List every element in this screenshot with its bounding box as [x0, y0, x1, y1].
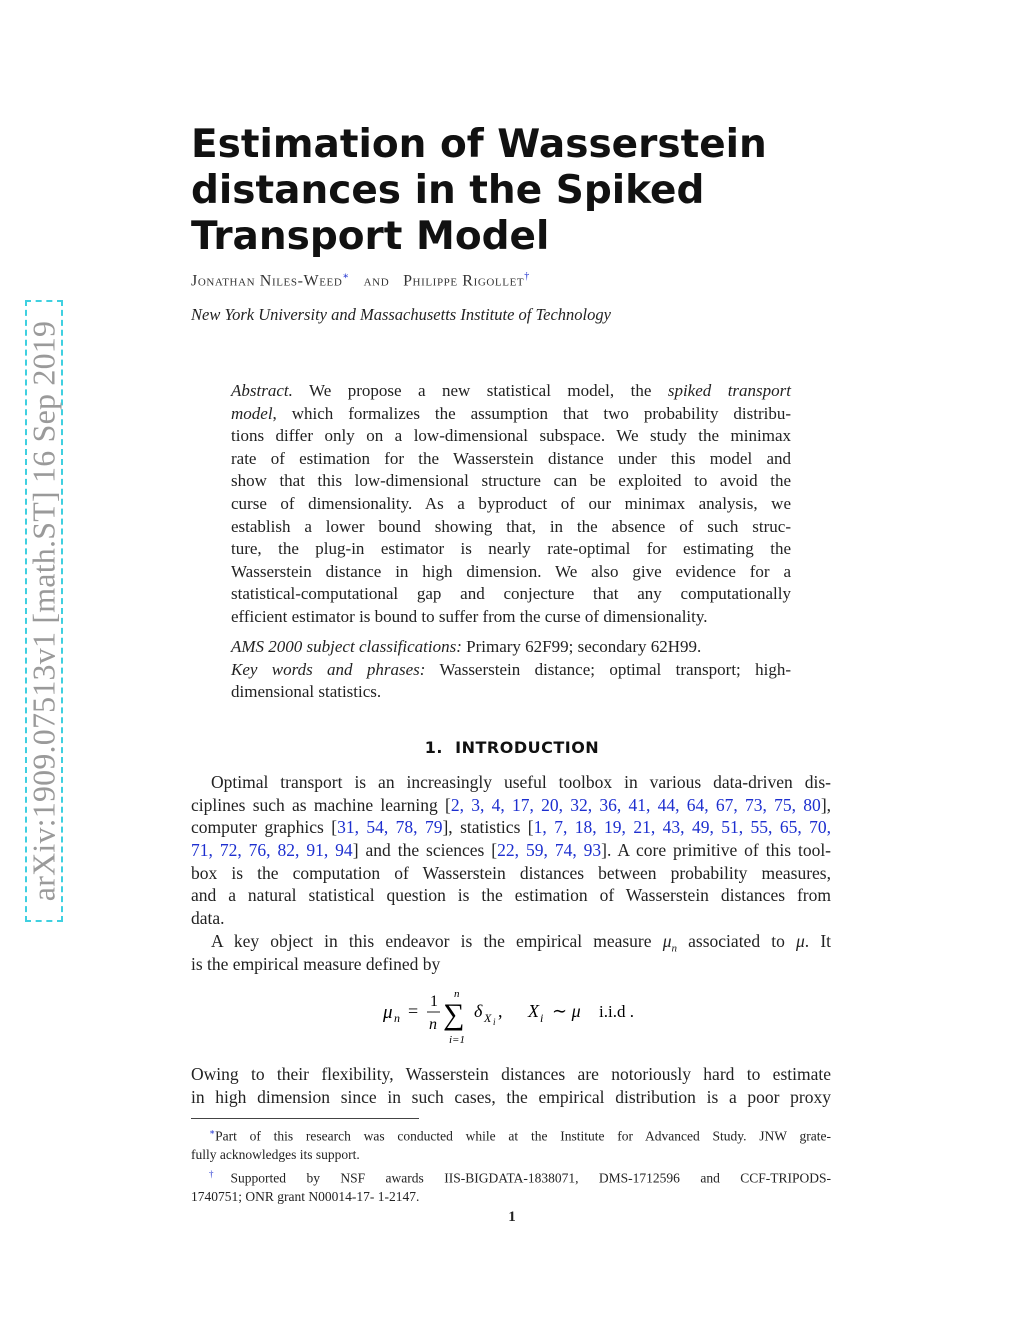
abstract-line: show that this low-dimensional structure can be exploited to avoid the	[231, 471, 791, 491]
keywords-value: Wasserstein distance; optimal transport; high-	[439, 659, 791, 679]
footnote-mark-2[interactable]: †	[524, 271, 530, 282]
body-text: ] and the sciences [	[352, 840, 498, 861]
arxiv-stamp-text: arXiv:1909.07513v1 [math.ST] 16 Sep 2019	[25, 320, 62, 902]
body-text: ]. A core primitive of this tool-	[601, 840, 832, 861]
ams-value: Primary 62F99; secondary 62H99.	[466, 637, 702, 656]
eq-rhs-var: X	[528, 1001, 539, 1021]
footnote-1-continued: fully acknowledges its support.	[191, 1147, 360, 1162]
eq-lhs: μ	[383, 1002, 393, 1023]
body-text: ciplines such as machine learning [	[191, 794, 451, 815]
abstract-line	[231, 403, 791, 426]
footnote-2	[191, 1165, 831, 1188]
abstract-line: curse of dimensionality. As a byproduct of our minimax analysis, we	[231, 493, 791, 513]
body-line: data.	[191, 908, 225, 929]
keywords-label: Key words and phrases:	[231, 659, 426, 679]
body-line	[191, 930, 831, 953]
footnotes	[191, 1123, 831, 1206]
author-conjunction: and	[363, 272, 390, 290]
eq-delta-subsub: i	[493, 1017, 496, 1027]
footnote-2-continued: 1740751; ONR grant N00014-17- 1-2147.	[191, 1188, 420, 1204]
page-number: 1	[508, 1209, 516, 1225]
classification-block	[231, 636, 791, 704]
abstract-line: establish a lower bound showing that, in the absence of such struc-	[231, 516, 791, 536]
author-1: Jonathan Niles-Weed	[191, 272, 343, 290]
eq-rhs-rel: ∼ μ	[552, 1001, 581, 1021]
abstract-line: rate of estimation for the Wasserstein distance under this model and	[231, 448, 791, 468]
body-line: in high dimension since in such cases, the empirical distribution is a poor proxy	[191, 1086, 831, 1107]
body-text: associated to	[688, 930, 785, 951]
paper-title	[191, 122, 767, 260]
body-line	[191, 816, 831, 839]
citation-links[interactable]: 2, 3, 4, 17, 20, 32, 36, 41, 44, 64, 67, 73, 75, 80	[450, 794, 821, 815]
eq-sum-bottom: i=1	[449, 1034, 465, 1045]
section-title: INTRODUCTION	[455, 738, 600, 757]
footnote-mark-1[interactable]: ∗	[342, 271, 350, 282]
body-line	[191, 794, 831, 817]
abstract-line: Wasserstein distance in high dimension. We also give evidence for a	[231, 561, 791, 581]
keywords-continued: dimensional statistics.	[231, 682, 382, 702]
body-text: ], statistics [	[442, 817, 534, 838]
ams-label: AMS 2000 subject classifications:	[231, 637, 462, 656]
body-line: box is the computation of Wasserstein distances between probability measures,	[191, 862, 831, 883]
abstract-line	[231, 380, 791, 403]
arxiv-stamp	[25, 300, 63, 922]
abstract	[231, 380, 791, 629]
abstract-line: ture, the plug-in estimator is nearly rate-optimal for estimating the	[231, 539, 791, 559]
ams-classification	[231, 636, 791, 659]
title-line-3: Transport Model	[191, 214, 550, 259]
author-2: Philippe Rigollet	[403, 272, 525, 290]
eq-comma: ,	[498, 1001, 503, 1021]
eq-frac-num: 1	[430, 993, 438, 1010]
inline-math-mu-n: $\mu_n$	[662, 930, 677, 955]
eq-frac-den: n	[429, 1016, 437, 1033]
equation-svg	[0, 985, 1024, 1045]
body-line	[191, 839, 831, 862]
footnote-text: Part of this research was conducted while at the Institute for Advanced Study. JNW grate-	[215, 1128, 831, 1144]
abstract-term: model	[231, 403, 273, 423]
abstract-line: tions differ only on a low-dimensional subspace. We study the minimax	[231, 426, 791, 446]
abstract-line: efficient estimator is bound to suffer from the curse of dimensionality.	[231, 606, 708, 626]
abstract-label: Abstract.	[231, 381, 293, 400]
body-line: Owing to their flexibility, Wasserstein distances are notoriously hard to estimate	[191, 1064, 831, 1084]
eq-delta-sub: X	[484, 1011, 492, 1025]
affiliation: New York University and Massachusetts Institute of Technology	[191, 305, 611, 324]
citation-links[interactable]: 71, 72, 76, 82, 91, 94	[191, 840, 353, 861]
section-heading	[0, 738, 1024, 757]
eq-sum-sign: ∑	[443, 998, 465, 1031]
intro-body-continued	[191, 1063, 831, 1108]
citation-links[interactable]: 31, 54, 78, 79	[337, 817, 443, 838]
keywords	[231, 659, 791, 682]
section-number: 1.	[424, 738, 443, 757]
abstract-line: statistical-computational gap and conjecture that any computationally	[231, 584, 791, 604]
inline-math-mu: μ	[796, 930, 805, 951]
title-line-2: distances in the Spiked	[191, 168, 705, 213]
eq-equals: =	[408, 1001, 419, 1021]
abstract-text: We propose a new statistical model, the	[309, 381, 652, 400]
abstract-text: , which formalizes the assumption that two probability distribu-	[272, 403, 791, 423]
body-line: Optimal transport is an increasingly useful toolbox in various data-driven dis-	[211, 772, 831, 792]
title-line-1: Estimation of Wasserstein	[191, 122, 767, 167]
footnote-text: Supported by NSF awards IIS-BIGDATA-1838071, DMS-1712596 and CCF-TRIPODS-	[230, 1170, 832, 1185]
intro-body	[191, 771, 831, 975]
eq-lhs-sub: n	[394, 1011, 400, 1025]
footnote-1-mark: ∗	[209, 1127, 216, 1137]
citation-links[interactable]: 22, 59, 74, 93	[497, 840, 602, 861]
eq-iid: i.i.d .	[599, 1002, 634, 1021]
footnote-rule	[191, 1118, 419, 1119]
body-text: computer graphics [	[191, 817, 338, 838]
display-equation	[0, 985, 1024, 1045]
body-text: A key object in this endeavor is the empirical measure	[211, 930, 652, 951]
eq-rhs-sub: i	[540, 1011, 544, 1025]
footnote-2-mark: †	[209, 1168, 231, 1179]
eq-sum-top: n	[454, 988, 460, 1000]
body-text: . It	[804, 930, 832, 951]
body-line: is the empirical measure defined by	[191, 953, 441, 974]
eq-delta: δ	[474, 1001, 483, 1021]
citation-links[interactable]: 1, 7, 18, 19, 21, 43, 49, 51, 55, 65, 70,	[533, 817, 832, 838]
footnote-1	[191, 1123, 831, 1146]
body-line: and a natural statistical question is the estimation of Wasserstein distances from	[191, 885, 831, 906]
body-text: ],	[820, 794, 832, 815]
abstract-term: spiked transport	[667, 381, 792, 400]
author-list	[191, 271, 530, 290]
